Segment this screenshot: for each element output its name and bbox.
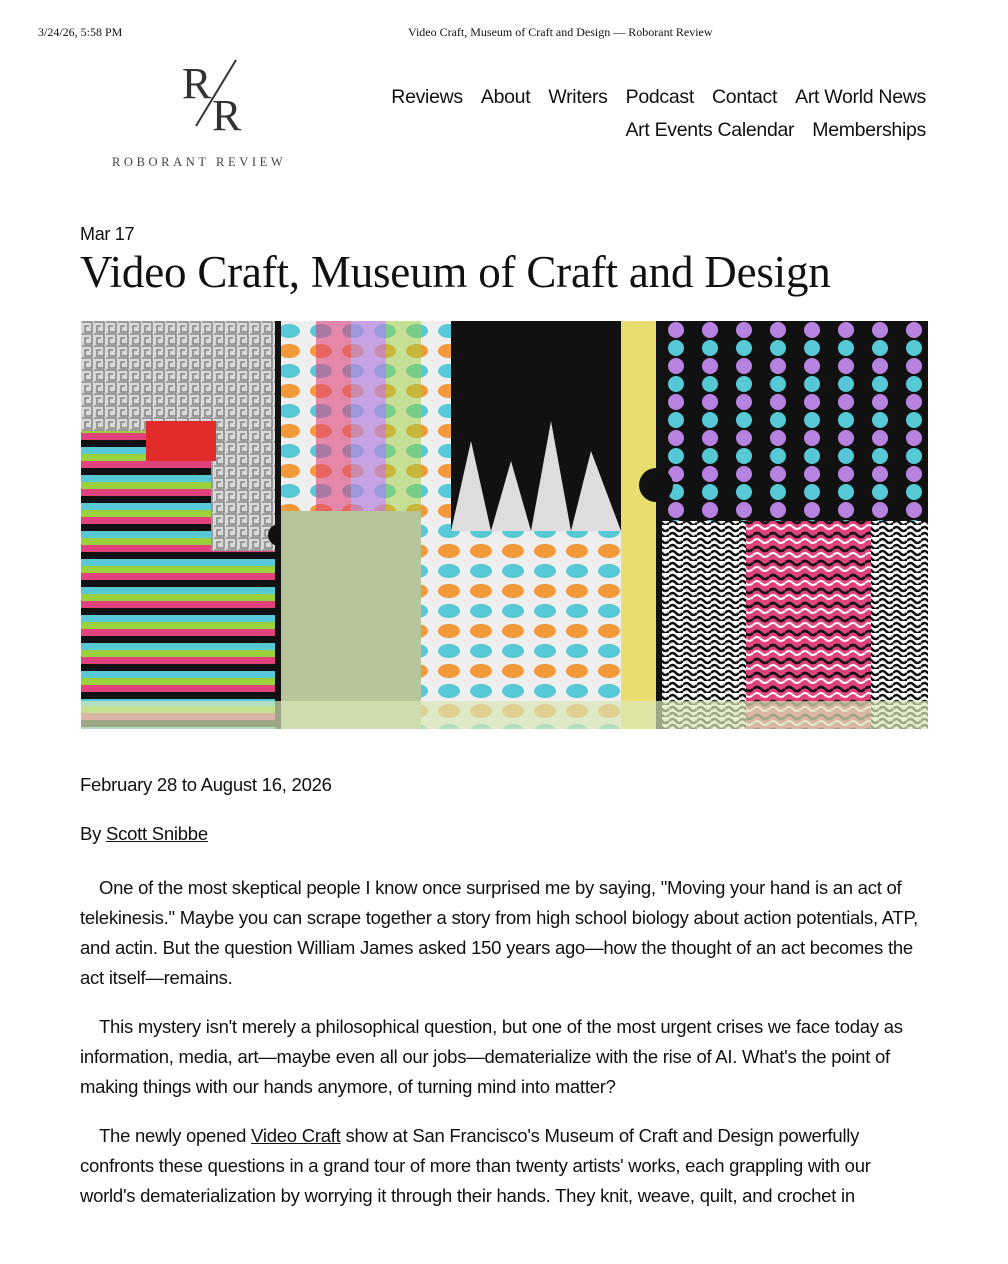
hero-artwork-image xyxy=(81,321,928,729)
nav-about[interactable]: About xyxy=(480,86,531,108)
paragraph-2-text: This mystery isn't merely a philosophical question, but one of the most urgent crises we face today as information, media, art—maybe even all our jobs—dematerialize with the rise of AI. What's the point of making things with our hands anymore, of turning mind into matter? xyxy=(80,1016,903,1097)
nav-podcast[interactable]: Podcast xyxy=(625,86,694,108)
nav-memberships[interactable]: Memberships xyxy=(812,119,926,141)
print-datetime: 3/24/26, 5:58 PM xyxy=(38,25,123,39)
site-logo[interactable] xyxy=(108,54,308,174)
site-name: ROBORANT REVIEW xyxy=(112,155,287,169)
post-date: Mar 17 xyxy=(80,224,135,244)
print-header xyxy=(0,25,1008,41)
logo-mark-icon xyxy=(174,54,254,134)
nav-reviews[interactable]: Reviews xyxy=(391,86,463,108)
author-link[interactable]: Scott Snibbe xyxy=(105,823,208,844)
paragraph-3 xyxy=(80,1121,930,1211)
print-page-title: Video Craft, Museum of Craft and Design — Roborant Review xyxy=(408,25,713,39)
main-nav xyxy=(391,86,926,109)
main-nav-row-2 xyxy=(625,119,926,142)
svg-text:R: R xyxy=(182,59,212,108)
nav-art-events-calendar[interactable]: Art Events Calendar xyxy=(625,119,795,141)
post-title: Video Craft, Museum of Craft and Design xyxy=(80,247,831,297)
paragraph-1-text: One of the most skeptical people I know once surprised me by saying, "Moving your hand is an act of telekinesis." Maybe you can scrape together a story from high school biology about action potentials, ATP, and actin. But the question William James asked 150 years ago—how the thought of an act becomes the act itself—remains. xyxy=(80,877,919,988)
paragraph-2 xyxy=(80,1012,930,1102)
nav-art-world-news[interactable]: Art World News xyxy=(795,86,926,108)
nav-writers[interactable]: Writers xyxy=(548,86,608,108)
paragraph-1 xyxy=(80,873,930,993)
video-craft-link[interactable]: Video Craft xyxy=(251,1125,341,1146)
exhibition-dates: February 28 to August 16, 2026 xyxy=(80,774,332,795)
svg-text:R: R xyxy=(212,91,242,134)
nav-contact[interactable]: Contact xyxy=(712,86,778,108)
paragraph-3-before: The newly opened xyxy=(99,1125,247,1146)
byline-prefix: By xyxy=(80,823,102,844)
paragraph-3-after: show at San Francisco's Museum of Craft and Design powerfully confronts these questions in a grand tour of more than twenty artists' works, each grappling with our world's dematerialization by worrying it through their hands. They knit, weave, quilt, and crochet in xyxy=(80,1125,871,1206)
byline xyxy=(80,823,930,845)
